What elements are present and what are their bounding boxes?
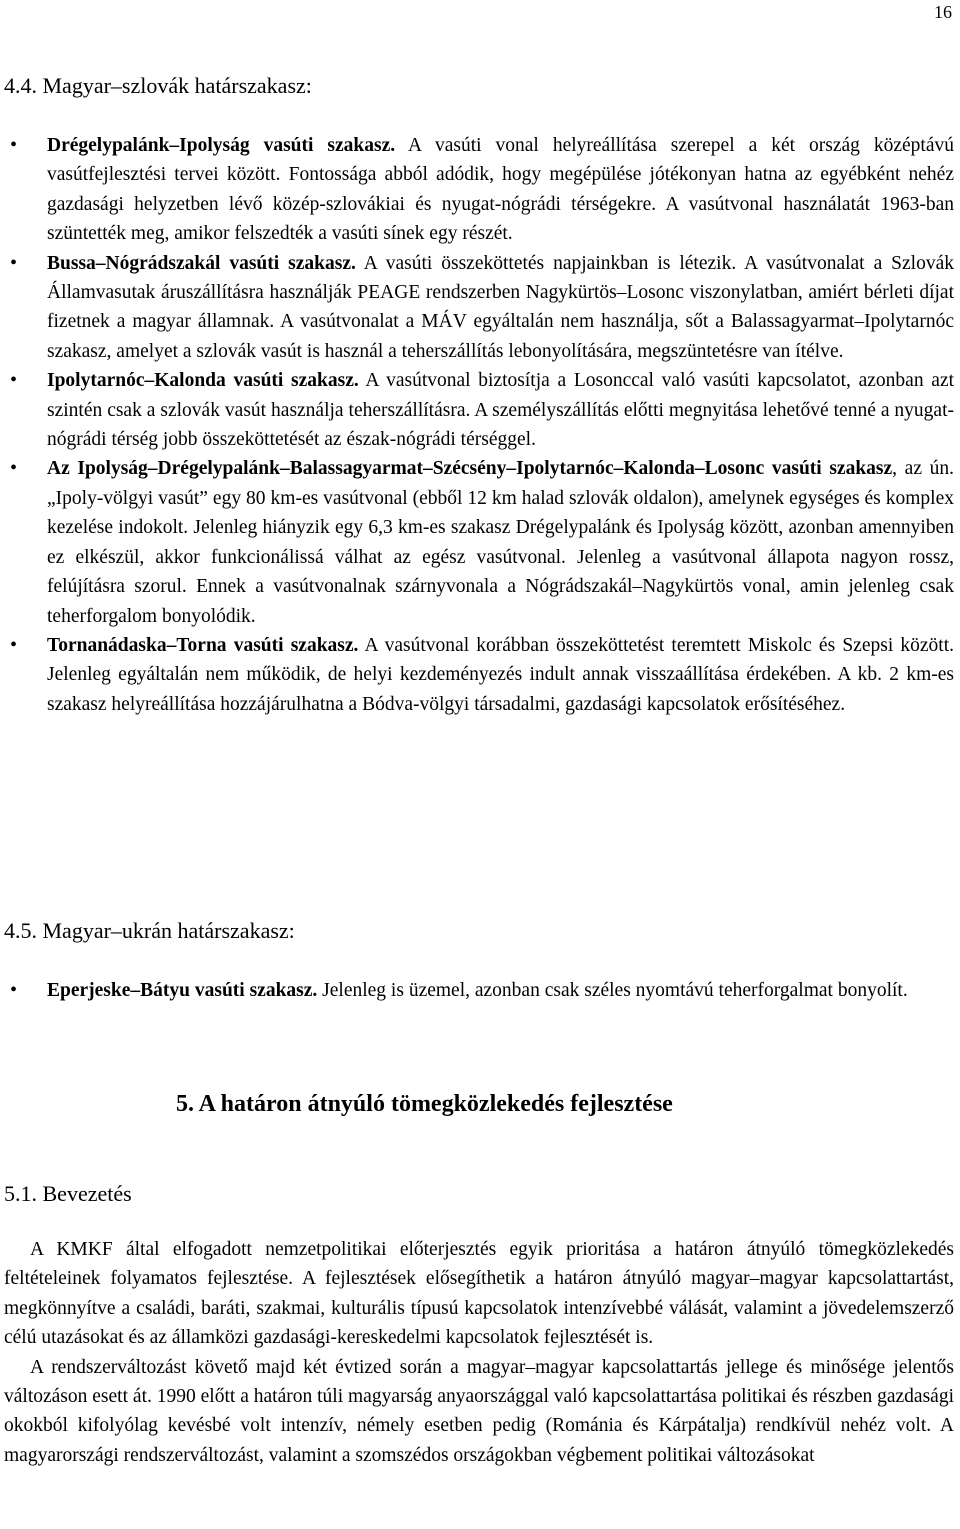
bullet-icon: • <box>10 457 18 480</box>
item-text: , az ún. „Ipoly-völgyi vasút” egy 80 km-es vasútvonal (ebből 12 km halad szlovák oldalon), amelynek egységes és komplex kezelése indokolt. Jelenleg hiányzik egy 6,3 km-es szakasz Drégelypalánk és Ipolyság között, azonban amennyiben ez elkészül, akkor funkcionálissá válhat az egész vasútvonal. Jelenleg a vasútvonal állapota nagyon rossz, felújításra szorul. Ennek a vasútvonalnak szárnyvonala a Nógrádszakál–Nagykürtös vonal, amin jelenleg csak teherforgalom bonyolódik. <box>47 458 954 627</box>
list-item <box>10 131 954 249</box>
list-item <box>10 249 954 367</box>
paragraph: A rendszerváltozást követő majd két évtized során a magyar–magyar kapcsolattartás jellege és minősége jelentős változáson esett át. 1990 előtt a határon túli magyarság anyaországgal való kapcsolattartása politikai és részben gazdasági okokból kifolyólag kevésbé volt intenzív, némely esetben pedig (Románia és Kárpátalja) rendkívül nehéz volt. A magyarországi rendszerváltozást, valamint a szomszédos országokban végbement politikai változásokat <box>4 1356 954 1466</box>
section-5-1-heading: 5.1. Bevezetés <box>4 1181 132 1206</box>
list-item <box>10 454 954 630</box>
item-lead: Ipolytarnóc–Kalonda vasúti szakasz. <box>47 370 359 392</box>
section-4-4-list <box>10 131 954 719</box>
item-lead: Bussa–Nógrádszakál vasúti szakasz. <box>47 252 356 274</box>
section-4-5-heading: 4.5. Magyar–ukrán határszakasz: <box>4 918 295 943</box>
item-lead: Eperjeske–Bátyu vasúti szakasz. <box>47 980 318 1001</box>
bullet-icon: • <box>10 134 18 156</box>
bullet-icon: • <box>10 633 18 656</box>
item-text: A vasútvonal biztosítja a Losonccal való vasúti kapcsolatot, azonban azt szintén csak a szlovák vasút használja teherszállításra. A személyszállítás előtti megnyitása lehetővé tenné a nyugat-nógrádi térség jobb összeköttetését az észak-nógrádi térséggel. <box>47 370 955 451</box>
item-text: Jelenleg is üzemel, azonban csak széles nyomtávú teherforgalmat bonyolít. <box>317 980 908 1001</box>
list-item <box>10 631 954 719</box>
list-item <box>10 976 954 1005</box>
section-4-5-list <box>10 976 954 1005</box>
page-number: 16 <box>934 2 952 22</box>
item-text: A vasúti összeköttetés napjainkban is létezik. A vasútvonalat a Szlovák Államvasutak áruszállításra használják PEAGE rendszerben Nagykürtös–Losonc viszonylatban, amiért bérleti díjat fizetnek a magyar államnak. A vasútvonalat a MÁV egyáltalán nem használja, sőt a Balassagyarmat–Ipolytarnóc szakasz, amelyet a szlovák vasút is használ a teherszállítás lebonyolítására, megszüntetésre van ítélve. <box>47 252 955 362</box>
chapter-title: 5. A határon átnyúló tömegközlekedés fejlesztése <box>176 1091 673 1117</box>
list-item <box>10 366 954 454</box>
item-lead: Drégelypalánk–Ipolyság vasúti szakasz. <box>47 135 396 156</box>
bullet-icon: • <box>10 979 18 1001</box>
paragraph: A KMKF által elfogadott nemzetpolitikai előterjesztés egyik prioritása a határon átnyúló tömegközlekedés feltételeinek folyamatos fejlesztése. A fejlesztések elősegíthetik a határon átnyúló magyar–magyar kapcsolattartást, megkönnyítve a családi, baráti, szakmai, kulturális típusú kapcsolatok intenzívebbé válását, valamint a jövedelemszerző célú utazásokat és az államközi gazdasági-kereskedelmi kapcsolatok fejlesztését is. <box>4 1239 954 1349</box>
bullet-icon: • <box>10 251 18 274</box>
section-4-4-heading: 4.4. Magyar–szlovák határszakasz: <box>4 73 312 98</box>
section-5-1-body <box>4 1235 954 1470</box>
item-lead: Tornanádaska–Torna vasúti szakasz. <box>47 634 359 656</box>
item-text: A vasúti vonal helyreállítása szerepel a két ország középtávú vasútfejlesztési tervei között. Fontossága abból adódik, hogy megépülése jótékonyan hatna az egyébként nehéz gazdasági helyzetben lévő közép-szlovákiai és nyugat-nógrádi térségekre. A vasútvonal használatát 1963-ban szüntették meg, amikor felszedték a vasúti sínek egy részét. <box>47 135 954 245</box>
bullet-icon: • <box>10 369 18 392</box>
item-lead: Az Ipolyság–Drégelypalánk–Balassagyarmat–Szécsény–Ipolytarnóc–Kalonda–Losonc vasúti szakasz <box>47 458 893 480</box>
item-text: A vasútvonal korábban összeköttetést teremtett Miskolc és Szepsi között. Jelenleg egyáltalán nem működik, de helyi kezdeményezés indult annak visszaállítása érdekében. A kb. 2 km-es szakasz helyreállítása hozzájárulhatna a Bódva-völgyi társadalmi, gazdasági kapcsolatok erősítéséhez. <box>47 634 954 715</box>
